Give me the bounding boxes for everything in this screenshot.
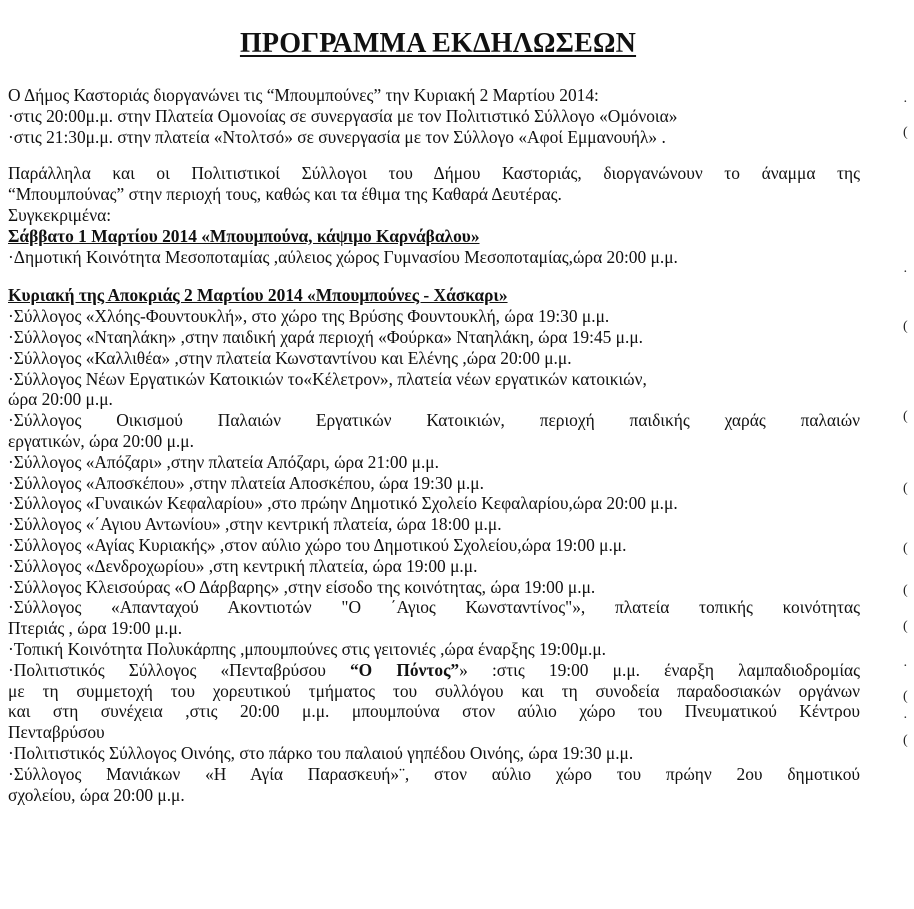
margin-mark: ( (903, 481, 908, 496)
intro-line: ·στις 20:00μ.μ. στην Πλατεία Ομονοίας σε συνεργασία με τον Πολιτιστικό Σύλλογο «Ομόνοια» (8, 105, 678, 126)
margin-mark: · (903, 265, 908, 280)
list-item-continuation: με τη συμμετοχή του χορευτικού τμήματος του συλλόγου και τη συνοδεία παραδοσιακών οργάνων (8, 680, 860, 701)
list-item: ·Σύλλογος Οικισμού Παλαιών Εργατικών Κατοικιών, περιοχή παιδικής χαράς παλαιών (8, 410, 860, 431)
list-item: ·Σύλλογος Κλεισούρας «Ο Δάρβαρης» ,στην είσοδο της κοινότητας, ώρα 19:00 μ.μ. (8, 576, 596, 597)
list-item: ·Σύλλογος «Αγίας Κυριακής» ,στον αύλιο χώρο του Δημοτικού Σχολείου,ώρα 19:00 μ.μ. (8, 534, 627, 555)
margin-mark: ( (903, 689, 908, 704)
intro-line: ·στις 21:30μ.μ. στην πλατεία «Ντολτσό» σε συνεργασία με τον Σύλλογο «Αφοί Εμμανουήλ» . (8, 126, 666, 147)
list-item: ·Τοπική Κοινότητα Πολυκάρπης ,μπουμπούνες στις γειτονιές ,ώρα έναρξης 19:00μ.μ. (8, 638, 606, 659)
list-item-continuation: ώρα 20:00 μ.μ. (8, 389, 113, 410)
list-item: ·Σύλλογος Νέων Εργατικών Κατοικιών το«Κέλετρον», πλατεία νέων εργατικών κατοικιών, (8, 368, 647, 389)
margin-mark: ( (903, 583, 908, 598)
margin-mark: ( (903, 619, 908, 634)
margin-mark: ( (903, 125, 908, 140)
list-item-text: ·Πολιτιστικός Σύλλογος «Πενταβρύσου (8, 659, 350, 680)
margin-mark: ( (903, 541, 908, 556)
margin-mark: ( (903, 319, 908, 334)
list-item: ·Σύλλογος Μανιάκων «Η Αγία Παρασκευή»¨, στον αύλιο χώρο του πρώην 2ου δημοτικού (8, 763, 860, 784)
margin-mark: · (903, 659, 908, 674)
bold-name: “Ο Πόντος” (349, 659, 460, 680)
list-item (8, 660, 860, 681)
list-item: ·Σύλλογος «Καλλιθέα» ,στην πλατεία Κωνσταντίνου και Ελένης ,ώρα 20:00 μ.μ. (8, 347, 572, 368)
section-heading-sunday: Κυριακή της Αποκριάς 2 Μαρτίου 2014 «Μπουμπούνες - Χάσκαρι» (8, 285, 508, 306)
list-item: ·Σύλλογος «Δενδροχωρίου» ,στη κεντρική πλατεία, ώρα 19:00 μ.μ. (8, 555, 478, 576)
list-item-continuation: και στη συνέχεια ,στις 20:00 μ.μ. μπουμπούνα στον αύλιο χώρο του Πνευματικού Κέντρου (8, 701, 860, 722)
adjacent-column-edge (903, 0, 914, 909)
list-item-continuation: Πενταβρύσου (8, 722, 105, 743)
margin-mark: ( (903, 733, 908, 748)
list-item: ·Σύλλογος «Χλόης-Φουντουκλή», στο χώρο της Βρύσης Φουντουκλή, ώρα 19:30 μ.μ. (8, 306, 610, 327)
list-item: ·Σύλλογος «Νταηλάκη» ,στην παιδική χαρά περιοχή «Φούρκα» Νταηλάκη, ώρα 19:45 μ.μ. (8, 326, 644, 347)
margin-mark: · (903, 711, 908, 726)
margin-mark: · (903, 95, 908, 110)
list-item-continuation: σχολείου, ώρα 20:00 μ.μ. (8, 784, 185, 805)
list-item: ·Δημοτική Κοινότητα Μεσοποταμίας ,αύλειος χώρος Γυμνασίου Μεσοποταμίας,ώρα 20:00 μ.μ. (8, 246, 678, 267)
list-item-continuation: εργατικών, ώρα 20:00 μ.μ. (8, 430, 194, 451)
list-item: ·Σύλλογος «Απανταχού Ακοντιοτών "Ο ΄Αγιος Κωνσταντίνος"», πλατεία τοπικής κοινότητας (8, 597, 860, 618)
document-body (8, 85, 860, 805)
margin-mark: ( (903, 409, 908, 424)
list-item: ·Σύλλογος «΄Αγιου Αντωνίου» ,στην κεντρική πλατεία, ώρα 18:00 μ.μ. (8, 514, 502, 535)
parallel-line: Συγκεκριμένα: (8, 204, 112, 225)
parallel-line: “Μπουμπούνας” στην περιοχή τους, καθώς και τα έθιμα της Καθαρά Δευτέρας. (8, 184, 562, 205)
parallel-line: Παράλληλα και οι Πολιτιστικοί Σύλλογοι του Δήμου Καστοριάς, διοργανώνουν το άναμμα της (8, 163, 860, 184)
page-title: ΠΡΟΓΡΑΜΜΑ ΕΚΔΗΛΩΣΕΩΝ (239, 28, 637, 59)
section-heading-saturday: Σάββατο 1 Μαρτίου 2014 «Μπουμπούνα, κάψιμο Καρνάβαλου» (8, 225, 480, 246)
list-item-continuation: Πτεριάς , ώρα 19:00 μ.μ. (8, 618, 183, 639)
list-item: ·Πολιτιστικός Σύλλογος Οινόης, στο πάρκο του παλαιού γηπέδου Οινόης, ώρα 19:30 μ.μ. (8, 742, 634, 763)
list-item: ·Σύλλογος «Αποσκέπου» ,στην πλατεία Αποσκέπου, ώρα 19:30 μ.μ. (8, 472, 484, 493)
intro-line: Ο Δήμος Καστοριάς διοργανώνει τις “Μπουμπούνες” την Κυριακή 2 Μαρτίου 2014: (8, 85, 599, 105)
list-item: ·Σύλλογος «Γυναικών Κεφαλαρίου» ,στο πρώην Δημοτικό Σχολείο Κεφαλαρίου,ώρα 20:00 μ.μ. (8, 493, 678, 514)
list-item-text: » :στις 19:00 μ.μ. έναρξη λαμπαδιοδρομίας (459, 659, 860, 680)
list-item: ·Σύλλογος «Απόζαρι» ,στην πλατεία Απόζαρι, ώρα 21:00 μ.μ. (8, 451, 439, 472)
